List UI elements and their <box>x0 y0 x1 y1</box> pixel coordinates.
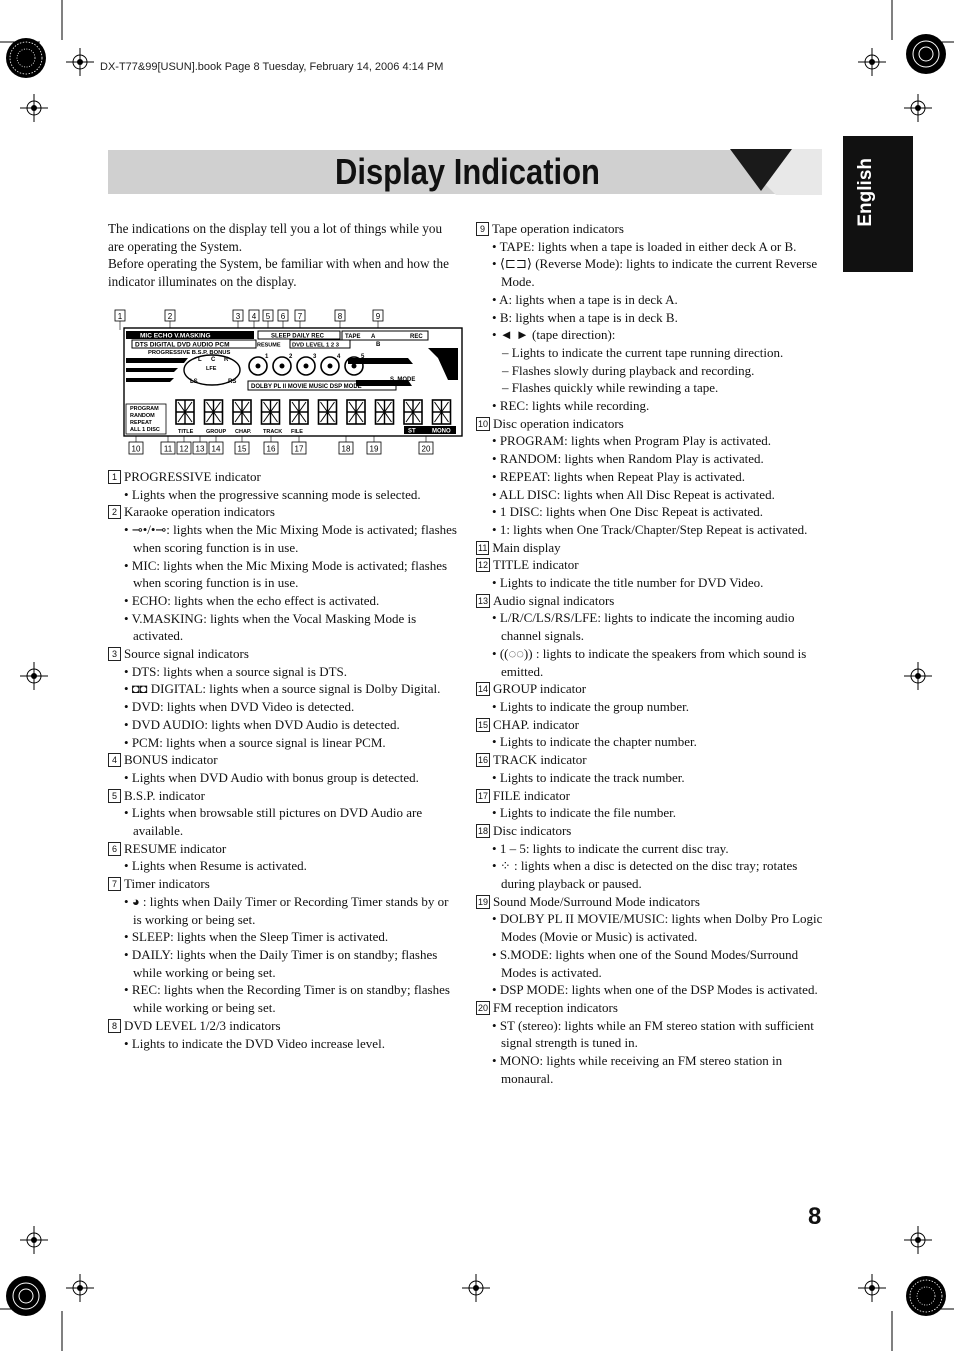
callout-label: 16 <box>266 444 276 454</box>
ch-r-label: R <box>224 357 229 363</box>
bullet-item: • DSP MODE: lights when one of the DSP Modes is activated. <box>476 981 826 999</box>
bullet-item: • ⟨⊏⊐⟩ (Reverse Mode): lights to indicate the current Reverse Mode. <box>476 255 826 290</box>
group-label-chap: CHAP. <box>235 429 252 435</box>
bullet-item: • Lights to indicate the group number. <box>476 698 826 716</box>
bullet-item: • ◄ ► (tape direction): <box>476 326 826 344</box>
callout-6 <box>278 310 288 330</box>
bullet-item: • Lights to indicate the DVD Video increase level. <box>108 1035 458 1053</box>
st-label: ST <box>408 428 416 435</box>
segment-digit <box>376 400 394 424</box>
callout-8 <box>335 310 345 330</box>
section-number-badge: 10 <box>478 418 489 429</box>
callout-label: 13 <box>195 444 205 454</box>
section-heading-text: Tape operation indicators <box>492 221 624 236</box>
section-number-badge: 14 <box>478 684 489 695</box>
bullet-item: • RANDOM: lights when Random Play is activated. <box>476 450 826 468</box>
section-heading-text: Source signal indicators <box>124 646 249 662</box>
language-tab <box>843 136 913 272</box>
bullet-item: • 1 – 5: lights to indicate the current disc tray. <box>476 840 826 858</box>
section-heading <box>476 716 826 734</box>
section-heading-text: Timer indicators <box>124 876 210 892</box>
segment-digit <box>176 400 194 424</box>
disc-number: 5 <box>361 354 365 360</box>
section-heading <box>476 999 826 1017</box>
callout-label: 15 <box>237 444 247 454</box>
section-number-badge: 18 <box>478 825 489 836</box>
ch-lfe-label: LFE <box>206 366 217 372</box>
section-heading-text: Sound Mode/Surround Mode indicators <box>493 893 700 909</box>
segment-digit <box>433 400 451 424</box>
section-1 <box>108 468 458 503</box>
section-heading-text: PROGRESSIVE indicator <box>124 469 261 484</box>
segment-digit <box>404 400 422 424</box>
section-13 <box>476 592 826 681</box>
section-heading-text: BONUS indicator <box>124 752 218 768</box>
section-heading <box>476 220 826 238</box>
callout-label: 11 <box>163 444 173 454</box>
section-number-badge: 16 <box>478 755 489 766</box>
timer-label: SLEEP DAILY REC <box>271 333 324 340</box>
section-heading-text: B.S.P. indicator <box>124 787 205 803</box>
group-label-track: TRACK <box>263 429 283 435</box>
bullet-item: • V.MASKING: lights when the Vocal Masking Mode is activated. <box>108 610 458 645</box>
callout-14 <box>209 436 223 454</box>
progressive-label: PROGRESSIVE B.S.P. BONUS <box>148 350 231 356</box>
ch-c-label: C <box>211 357 216 363</box>
section-heading <box>476 415 826 433</box>
disc-op-label: ALL 1 DISC <box>130 427 160 433</box>
callout-19 <box>367 436 381 454</box>
disc-op-label: PROGRAM <box>130 406 159 412</box>
section-heading <box>476 680 826 698</box>
callout-label: 9 <box>375 312 381 321</box>
callout-label: 18 <box>341 444 351 454</box>
callout-3 <box>233 310 243 330</box>
callout-label: 1 <box>117 312 123 321</box>
section-number-badge: 9 <box>476 222 489 236</box>
callout-label: 12 <box>179 444 189 454</box>
bullet-item: • ◕ : lights when Daily Timer or Recording Timer stands by or is working or being set. <box>108 893 458 928</box>
section-number-badge: 15 <box>478 719 489 730</box>
section-7 <box>108 875 458 1017</box>
callout-label: 20 <box>421 444 431 454</box>
section-heading-text: TITLE indicator <box>493 557 579 573</box>
section-number-badge: 7 <box>108 877 121 891</box>
section-heading-text: CHAP. indicator <box>493 716 579 732</box>
section-heading <box>108 468 458 486</box>
tape-rec-label: REC <box>410 334 423 340</box>
bullet-item: • REC: lights when the Recording Timer is on standby; flashes while working or being set. <box>108 981 458 1016</box>
section-18 <box>476 822 826 893</box>
callout-20 <box>419 436 433 454</box>
section-heading-text: GROUP indicator <box>493 681 587 697</box>
callout-label: 10 <box>131 444 141 454</box>
callout-10 <box>129 436 143 454</box>
section-heading <box>108 840 458 858</box>
book-header-line: DX-T77&99[USUN].book Page 8 Tuesday, February 14, 2006 4:14 PM <box>100 61 444 73</box>
callout-label: 19 <box>369 444 379 454</box>
section-8 <box>108 1017 458 1052</box>
bullet-item: • ((◌◌)) : lights to indicate the speakers from which sound is emitted. <box>476 645 826 680</box>
section-heading <box>108 751 458 769</box>
callout-label: 17 <box>294 444 304 454</box>
section-number-badge: 3 <box>108 647 121 661</box>
bullet-item: • S.MODE: lights when one of the Sound Modes/Surround Modes is activated. <box>476 946 826 981</box>
section-heading <box>476 539 826 557</box>
section-14 <box>476 680 826 715</box>
section-12 <box>476 556 826 591</box>
callout-9 <box>373 310 383 330</box>
sub-item: – Lights to indicate the current tape running direction. <box>476 344 826 362</box>
section-16 <box>476 751 826 786</box>
disc-number: 4 <box>337 354 341 360</box>
section-number-badge: 13 <box>478 595 489 606</box>
intro-paragraph: The indications on the display tell you a lot of things while you are operating the System. <box>108 221 443 254</box>
section-heading-text: FILE indicator <box>493 787 570 803</box>
section-heading <box>108 503 458 521</box>
ch-ls-label: LS <box>190 379 198 385</box>
bullet-item: • DOLBY PL II MOVIE/MUSIC: lights when Dolby Pro Logic Modes (Movie or Music) is activated. <box>476 910 826 945</box>
section-heading-text: Karaoke operation indicators <box>124 504 275 520</box>
callout-label: 7 <box>297 312 303 321</box>
bullet-item: • MONO: lights while receiving an FM stereo station in monaural. <box>476 1052 826 1087</box>
callout-1 <box>115 310 125 330</box>
section-heading <box>108 1017 458 1035</box>
dvd-level-label: DVD LEVEL 1 2 3 <box>292 342 339 349</box>
mic-row-label: MIC ECHO V.MASKING <box>140 332 211 340</box>
callout-label: 6 <box>280 312 286 321</box>
bullet-item: • 1: lights when One Track/Chapter/Step Repeat is activated. <box>476 521 826 539</box>
bullet-item: • PCM: lights when a source signal is linear PCM. <box>108 734 458 752</box>
section-number-badge: 19 <box>478 896 489 907</box>
callout-label: 3 <box>235 312 241 321</box>
bullet-item: • REC: lights while recording. <box>476 397 826 415</box>
bullet-item: • A: lights when a tape is in deck A. <box>476 291 826 309</box>
section-3 <box>108 645 458 751</box>
bullet-item: • Lights when DVD Audio with bonus group is detected. <box>108 769 458 787</box>
sub-item: – Flashes quickly while rewinding a tape. <box>476 379 826 397</box>
ch-l-label: L <box>198 357 202 363</box>
section-heading-text: Disc operation indicators <box>493 415 624 431</box>
section-number-badge: 12 <box>478 560 489 571</box>
section-heading-text: RESUME indicator <box>124 840 227 856</box>
section-heading <box>476 893 826 911</box>
section-6 <box>108 840 458 875</box>
callout-label: 14 <box>211 444 221 454</box>
bullet-item: • Lights to indicate the track number. <box>476 769 826 787</box>
bullet-item: • SLEEP: lights when the Sleep Timer is activated. <box>108 928 458 946</box>
segment-digit <box>319 400 337 424</box>
callout-label: 8 <box>337 312 343 321</box>
bullet-item: • Lights when Resume is activated. <box>108 857 458 875</box>
section-heading <box>108 875 458 893</box>
bullet-item: • ALL DISC: lights when All Disc Repeat is activated. <box>476 486 826 504</box>
spoked-circle-bottom-left <box>6 1276 46 1316</box>
section-heading <box>476 787 826 805</box>
disc-op-label: RANDOM <box>130 413 155 419</box>
section-heading <box>476 751 826 769</box>
source-row-label: DTS DIGITAL DVD AUDIO PCM <box>135 341 230 349</box>
segment-digit <box>290 400 308 424</box>
segment-digit <box>205 400 223 424</box>
section-number-badge: 5 <box>108 789 121 803</box>
callout-17 <box>292 436 306 454</box>
callout-label: 5 <box>265 312 271 321</box>
bullet-item: • ◘◘ DIGITAL: lights when a source signal is Dolby Digital. <box>108 680 458 698</box>
callout-5 <box>263 310 273 330</box>
page-number: 8 <box>808 1203 822 1230</box>
bullet-item: • L/R/C/LS/RS/LFE: lights to indicate the incoming audio channel signals. <box>476 609 826 644</box>
callout-label: 2 <box>167 312 173 321</box>
section-heading <box>476 556 826 574</box>
section-number-badge: 20 <box>478 1002 489 1013</box>
section-5 <box>108 787 458 840</box>
tape-b-label: B <box>376 342 381 348</box>
section-15 <box>476 716 826 751</box>
disc-number: 2 <box>289 354 293 360</box>
section-number-badge: 8 <box>108 1019 121 1033</box>
bullet-item: • Lights to indicate the title number for DVD Video. <box>476 574 826 592</box>
bullet-item: • DAILY: lights when the Daily Timer is on standby; flashes while working or being set. <box>108 946 458 981</box>
intro-paragraph: Before operating the System, be familiar with when and how the indicator illuminates on the display. <box>108 256 449 289</box>
section-number-badge: 6 <box>108 842 121 856</box>
bullet-item: • REPEAT: lights when Repeat Play is activated. <box>476 468 826 486</box>
section-9 <box>476 220 826 415</box>
section-4 <box>108 751 458 786</box>
callout-7 <box>295 310 305 330</box>
disc-op-label: REPEAT <box>130 420 152 426</box>
callout-2 <box>165 310 175 330</box>
disc-number: 3 <box>313 354 317 360</box>
section-heading-text: Disc indicators <box>493 822 572 838</box>
section-number-badge: 17 <box>478 790 489 801</box>
group-label-title: TITLE <box>178 429 194 435</box>
group-label-file: FILE <box>291 429 303 435</box>
bullet-item: • MIC: lights when the Mic Mixing Mode is activated; flashes when scoring function is in use. <box>108 557 458 592</box>
section-heading-text: DVD LEVEL 1/2/3 indicators <box>124 1017 281 1033</box>
callout-15 <box>235 436 249 454</box>
section-heading <box>108 787 458 805</box>
bullet-item: • Lights to indicate the file number. <box>476 804 826 822</box>
section-heading-text: Main display <box>492 539 561 555</box>
section-heading <box>476 822 826 840</box>
mono-label: MONO <box>432 428 451 435</box>
spoked-circle-top-left <box>6 38 46 78</box>
section-heading-text: FM reception indicators <box>493 999 618 1015</box>
bullet-item: • PROGRAM: lights when Program Play is activated. <box>476 432 826 450</box>
page-title: Display Indication <box>335 151 600 192</box>
tape-label: TAPE <box>345 334 361 340</box>
segment-digit <box>262 400 280 424</box>
resume-label: RESUME <box>257 342 281 349</box>
callout-label: 4 <box>251 312 257 321</box>
display-diagram <box>108 308 464 464</box>
section-2 <box>108 503 458 645</box>
segment-digit <box>347 400 365 424</box>
section-number-badge: 4 <box>108 753 121 767</box>
bullet-item: • TAPE: lights when a tape is loaded in either deck A or B. <box>476 238 826 256</box>
disc-number: 1 <box>265 354 269 360</box>
spoked-circle-top-right <box>906 34 946 74</box>
section-heading-text: Audio signal indicators <box>493 592 615 608</box>
ch-rs-label: RS <box>228 379 237 385</box>
bullet-item: • DTS: lights when a source signal is DTS. <box>108 663 458 681</box>
language-tab-label: English <box>855 158 876 227</box>
bullet-item: • ⁘ : lights when a disc is detected on the disc tray; rotates during playback or paused. <box>476 857 826 892</box>
title-triangle-icon <box>730 149 822 195</box>
intro-text <box>108 220 458 290</box>
tape-a-label: A <box>371 334 376 340</box>
section-heading-text: TRACK indicator <box>493 752 587 768</box>
spoked-circle-bottom-right <box>906 1276 946 1316</box>
callout-18 <box>339 436 353 454</box>
bullet-item: • ST (stereo): lights while an FM stereo station with sufficient signal strength is tuned in. <box>476 1017 826 1052</box>
section-number-badge: 1 <box>108 470 121 484</box>
callout-16 <box>264 436 278 454</box>
callout-13 <box>193 436 207 454</box>
bullet-item: • B: lights when a tape is in deck B. <box>476 309 826 327</box>
segment-digit <box>233 400 251 424</box>
callouts-top <box>115 310 383 330</box>
section-heading <box>476 592 826 610</box>
callout-11 <box>161 436 175 454</box>
bullet-item: • 1 DISC: lights when One Disc Repeat is activated. <box>476 503 826 521</box>
bullet-item: • ⊸•/•⊸: lights when the Mic Mixing Mode is activated; flashes when scoring function is in use. <box>108 521 458 556</box>
section-number-badge: 11 <box>478 542 488 553</box>
section-20 <box>476 999 826 1088</box>
sub-item: – Flashes slowly during playback and recording. <box>476 362 826 380</box>
section-10 <box>476 415 826 539</box>
sound-row-label: DOLBY PL II MOVIE MUSIC DSP MODE <box>251 384 362 390</box>
left-column <box>108 468 458 1052</box>
group-label-group: GROUP <box>206 429 227 435</box>
smode-label: S. MODE <box>390 377 416 383</box>
section-11 <box>476 539 826 557</box>
right-column <box>476 220 826 1087</box>
section-19 <box>476 893 826 999</box>
section-heading <box>108 645 458 663</box>
bullet-item: • Lights when browsable still pictures on DVD Audio are available. <box>108 804 458 839</box>
bullet-item: • Lights when the progressive scanning mode is selected. <box>108 486 458 504</box>
bullet-item: • DVD AUDIO: lights when DVD Audio is detected. <box>108 716 458 734</box>
bullet-item: • ECHO: lights when the echo effect is activated. <box>108 592 458 610</box>
callouts-bottom <box>129 436 433 454</box>
section-17 <box>476 787 826 822</box>
callout-4 <box>249 310 259 330</box>
bullet-item: • DVD: lights when DVD Video is detected. <box>108 698 458 716</box>
bullet-item: • Lights to indicate the chapter number. <box>476 733 826 751</box>
section-number-badge: 2 <box>108 505 121 519</box>
callout-12 <box>177 436 191 454</box>
